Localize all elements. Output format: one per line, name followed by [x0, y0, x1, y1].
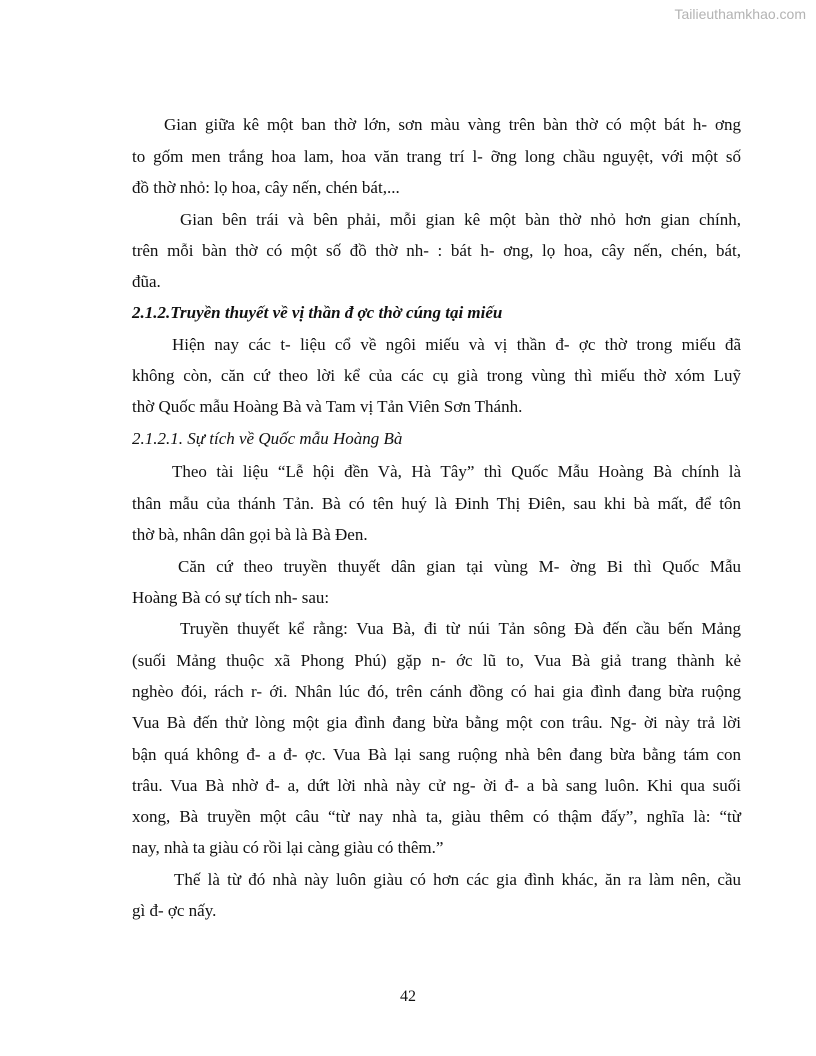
paragraph-line: trâu. Vua Bà nhờ đ- a, dứt lời nhà này cử ng- ời đ- a bà sang luôn. Khi qua suối [132, 776, 741, 795]
paragraph-line: gì đ- ợc nấy. [132, 901, 217, 920]
paragraph-line: (suối Mảng thuộc xã Phong Phú) gặp n- ớc lũ to, Vua Bà giả trang thành kẻ [132, 651, 741, 670]
paragraph-line: thờ Quốc mẫu Hoàng Bà và Tam vị Tản Viên Sơn Thánh. [132, 397, 523, 416]
paragraph-line: đũa. [132, 272, 161, 291]
paragraph-line: Truyền thuyết kể rằng: Vua Bà, đi từ núi Tản sông Đà đến cầu bến Mảng [180, 619, 741, 638]
watermark: Tailieuthamkhao.com [674, 6, 806, 22]
paragraph-line: Gian giữa kê một ban thờ lớn, sơn màu vàng trên bàn thờ có một bát h- ơng [164, 115, 741, 134]
paragraph-line: Theo tài liệu “Lễ hội đền Và, Hà Tây” thì Quốc Mẫu Hoàng Bà chính là [172, 462, 741, 481]
paragraph-line: Thế là từ đó nhà này luôn giàu có hơn các gia đình khác, ăn ra làm nên, cầu [174, 870, 741, 889]
paragraph-line: nghèo đói, rách r- ới. Nhân lúc đó, trên cánh đồng có hai gia đình đang bừa ruộng [132, 682, 741, 701]
paragraph-line: Căn cứ theo truyền thuyết dân gian tại vùng M- ờng Bi thì Quốc Mẫu [178, 557, 741, 576]
paragraph-line: thờ bà, nhân dân gọi bà là Bà Đen. [132, 525, 368, 544]
paragraph-line: bận quá không đ- a đ- ợc. Vua Bà lại sang ruộng nhà bên đang bừa bằng tám con [132, 745, 741, 764]
page-number: 42 [400, 988, 416, 1005]
paragraph-line: Hoàng Bà có sự tích nh- sau: [132, 588, 330, 607]
paragraph-line: to gốm men trắng hoa lam, hoa văn trang trí l- ỡng long chầu nguyệt, với một số [132, 147, 741, 166]
paragraph-line: Vua Bà đến thử lòng một gia đình đang bừa bằng một con trâu. Ng- ời này trả lời [132, 713, 741, 732]
paragraph-line: đồ thờ nhỏ: lọ hoa, cây nến, chén bát,... [132, 178, 400, 197]
paragraph-line: trên mỗi bàn thờ có một số đồ thờ nh- : bát h- ơng, lọ hoa, cây nến, chén, bát, [132, 241, 741, 260]
subsection-heading: 2.1.2.1. Sự tích về Quốc mẫu Hoàng Bà [132, 429, 403, 448]
section-heading: 2.1.2.Truyền thuyết về vị thần đ ợc thờ cúng tại miếu [132, 303, 503, 322]
paragraph-line: Gian bên trái và bên phải, mỗi gian kê một bàn thờ nhỏ hơn gian chính, [180, 210, 741, 229]
paragraph-line: thân mẫu của thánh Tản. Bà có tên huý là Đinh Thị Điên, sau khi bà mất, để tôn [132, 494, 741, 513]
paragraph-line: không còn, căn cứ theo lời kể của các cụ già trong vùng thì miếu thờ xóm Luỹ [132, 366, 741, 385]
paragraph-line: Hiện nay các t- liệu cổ về ngôi miếu và vị thần đ- ợc thờ trong miếu đã [172, 335, 741, 354]
paragraph-line: nay, nhà ta giàu có rồi lại càng giàu có thêm.” [132, 838, 444, 857]
paragraph-line: xong, Bà truyền một câu “từ nay nhà ta, giàu thêm có thậm đấy”, nghĩa là: “từ [132, 807, 741, 826]
